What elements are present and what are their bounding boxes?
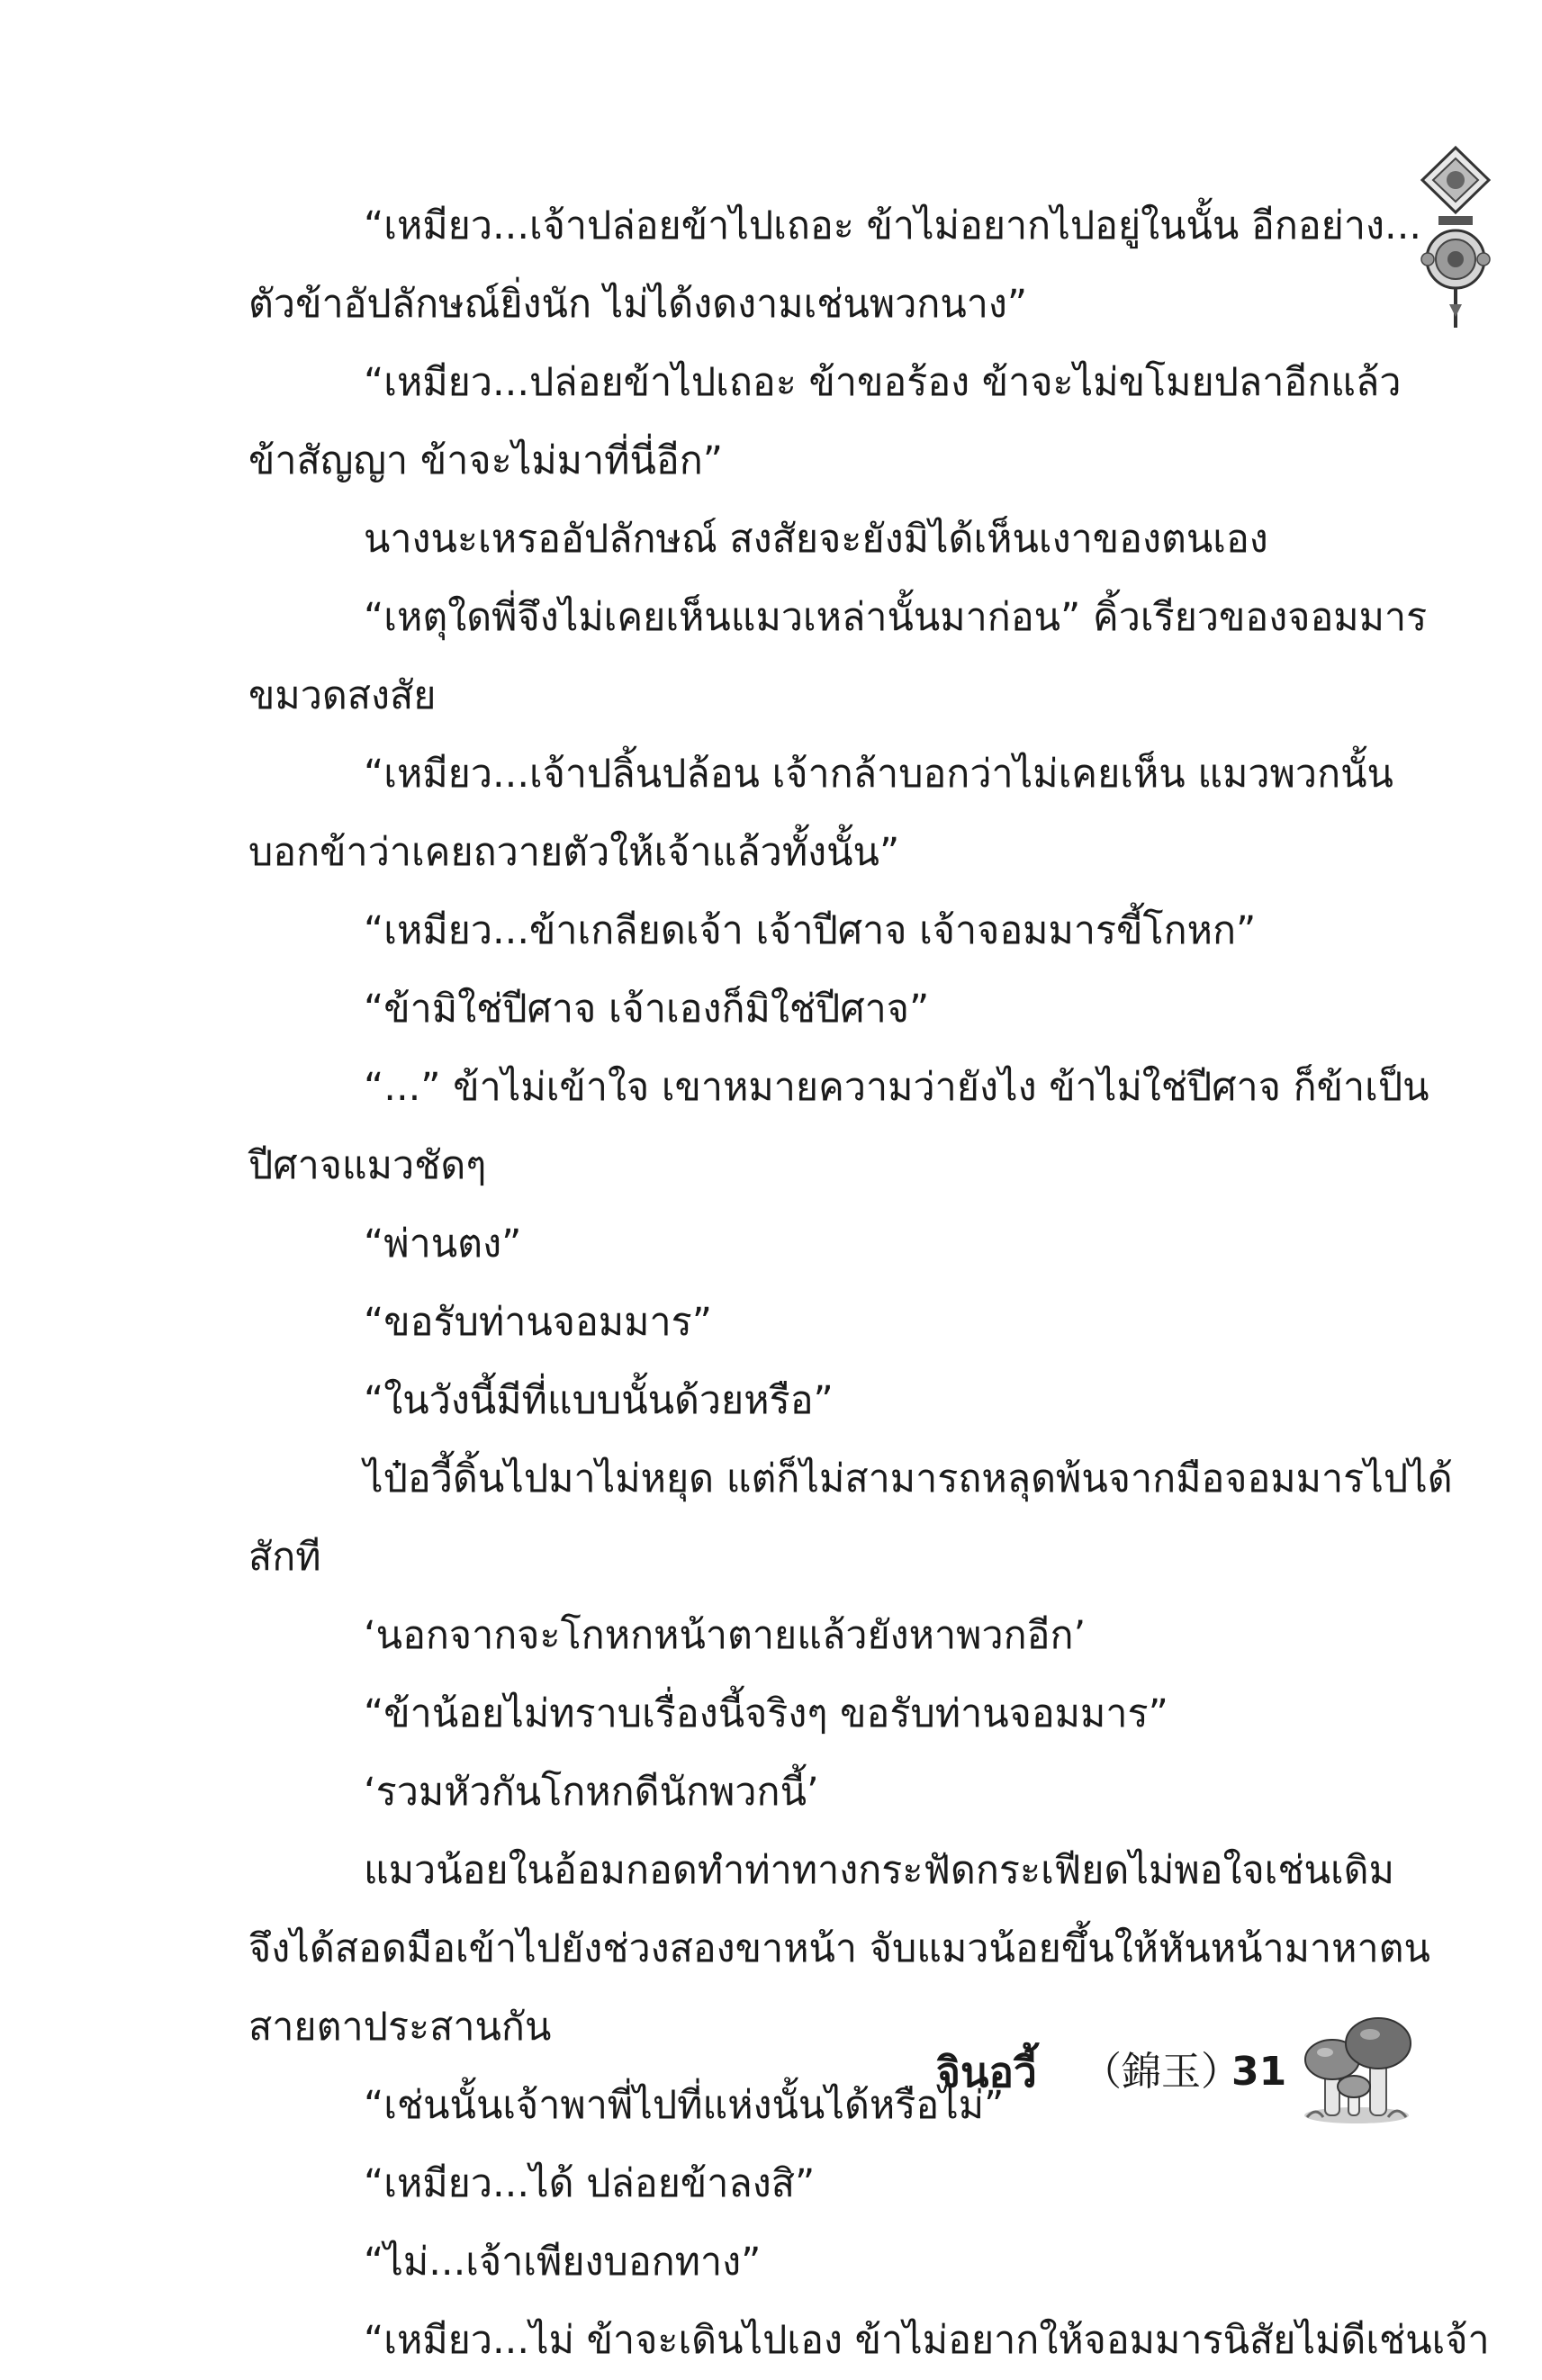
page-number: 31 bbox=[1231, 2049, 1287, 2095]
text-line: นางนะเหรออัปลักษณ์ สงสัยจะยังมิได้เห็นเงาของตนเอง bbox=[364, 517, 1268, 562]
text-line: “เหมียว...ข้าเกลียดเจ้า เจ้าปีศาจ เจ้าจอมมารขี้โกหก” bbox=[364, 908, 1257, 953]
text-line: แมวน้อยในอ้อมกอดทำท่าทางกระฟัดกระเฟียดไม่พอใจเช่นเดิม bbox=[364, 1848, 1394, 1893]
text-line: “เหมียว...ไม่ ข้าจะเดินไปเอง ข้าไม่อยากให้จอมมารนิสัยไม่ดีเช่นเจ้า bbox=[364, 2318, 1490, 2363]
text-line: “พ่านตง” bbox=[364, 1222, 522, 1267]
text-line: “เหมียว...เจ้าปล่อยข้าไปเถอะ ข้าไม่อยากไปอยู่ในนั้น อีกอย่าง... bbox=[364, 203, 1422, 248]
text-line: ปีศาจแมวชัดๆ bbox=[248, 1143, 487, 1188]
text-line: “เช่นนั้นเจ้าพาพี่ไปที่แห่งนั้นได้หรือไม่” bbox=[364, 2083, 1005, 2128]
text-line: “ในวังนี้มีที่แบบนั้นด้วยหรือ” bbox=[364, 1378, 834, 1423]
text-line: จึงได้สอดมือเข้าไปยังช่วงสองขาหน้า จับแมวน้อยขึ้นให้หันหน้ามาหาตน bbox=[248, 1926, 1430, 1971]
text-line: “เหมียว...ได้ ปล่อยข้าลงสิ” bbox=[364, 2161, 816, 2206]
text-line: สักที bbox=[248, 1535, 321, 1580]
text-line: “ข้าน้อยไม่ทราบเรื่องนี้จริงๆ ขอรับท่านจอมมาร” bbox=[364, 1691, 1168, 1736]
text-line: ตัวข้าอัปลักษณ์ยิ่งนัก ไม่ได้งดงามเช่นพวกนาง” bbox=[248, 282, 1028, 327]
text-line: ขมวดสงสัย bbox=[248, 673, 437, 718]
text-line: ไป๋อวี้ดิ้นไปมาไม่หยุด แต่ก็ไม่สามารถหลุดพ้นจากมือจอมมารไปได้ bbox=[364, 1456, 1453, 1501]
text-line: บอกข้าว่าเคยถวายตัวให้เจ้าแล้วทั้งนั้น” bbox=[248, 830, 900, 875]
text-line: “เหมียว...ปล่อยข้าไปเถอะ ข้าขอร้อง ข้าจะไม่ขโมยปลาอีกแล้ว bbox=[364, 360, 1402, 405]
diamond-pendant-ornament-icon bbox=[1415, 144, 1496, 333]
mushroom-icon bbox=[1298, 2000, 1415, 2126]
text-line: “ข้ามิใช่ปีศาจ เจ้าเองก็มิใช่ปีศาจ” bbox=[364, 987, 930, 1032]
text-line: “...” ข้าไม่เข้าใจ เขาหมายความว่ายังไง ข้าไม่ใช่ปีศาจ ก็ข้าเป็น bbox=[364, 1065, 1429, 1110]
text-line: “ไม่...เจ้าเพียงบอกทาง” bbox=[364, 2240, 762, 2285]
text-line: “เหมียว...เจ้าปลิ้นปล้อน เจ้ากล้าบอกว่าไม่เคยเห็น แมวพวกนั้น bbox=[364, 752, 1393, 797]
book-title-cjk: （錦玉） bbox=[1082, 2049, 1240, 2095]
text-line: “เหตุใดพี่จึงไม่เคยเห็นแมวเหล่านั้นมาก่อน” คิ้วเรียวของจอมมาร bbox=[364, 595, 1428, 640]
text-line: ‘รวมหัวกันโกหกดีนักพวกนี้’ bbox=[364, 1770, 819, 1815]
text-line: ‘นอกจากจะโกหกหน้าตายแล้วยังหาพวกอีก’ bbox=[364, 1613, 1087, 1658]
text-line: สายตาประสานกัน bbox=[248, 2005, 552, 2050]
book-title: จินอวี้ bbox=[936, 2048, 1037, 2096]
text-line: “ขอรับท่านจอมมาร” bbox=[364, 1300, 712, 1345]
text-line: ข้าสัญญา ข้าจะไม่มาที่นี่อีก” bbox=[248, 438, 724, 483]
